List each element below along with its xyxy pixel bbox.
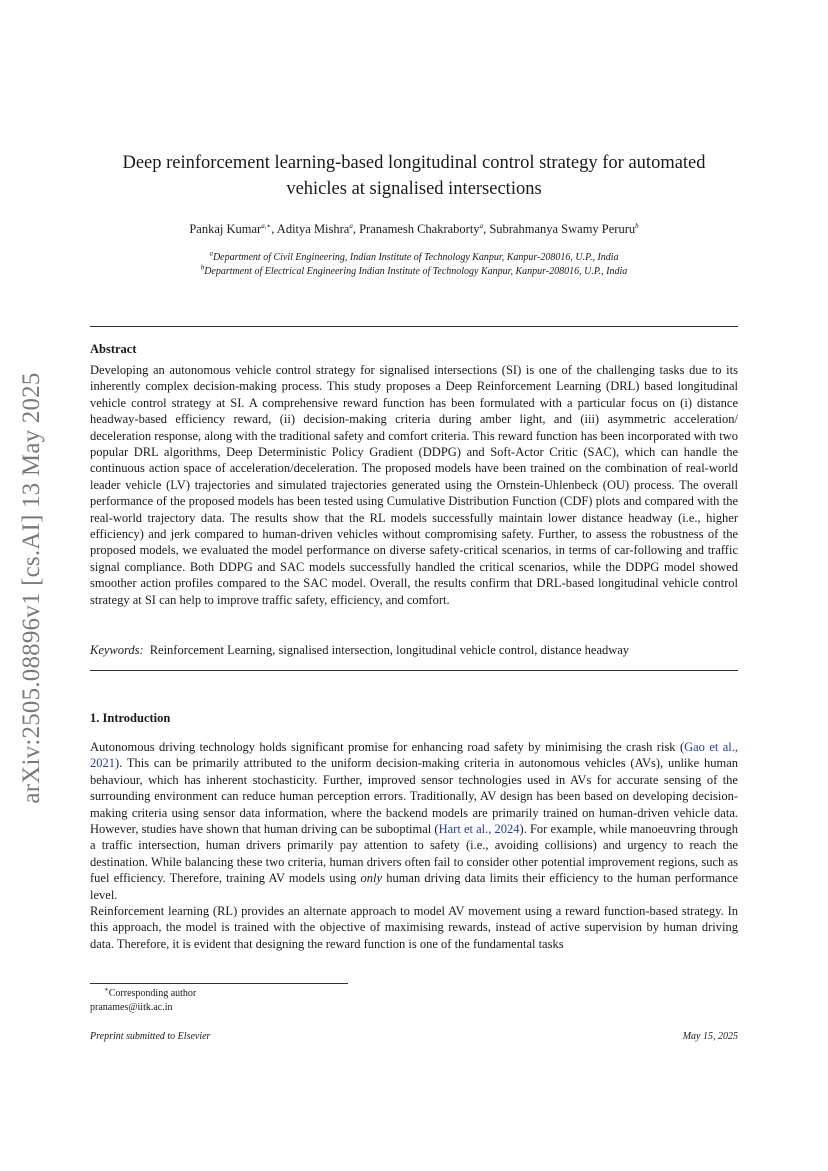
abstract-heading: Abstract [90,342,137,356]
intro-text: ). For example, while manoeuvring through a traffic intersection, human drivers primarily pay attention to safety (i.e., avoiding collisions) and urgency to reach the destination. While balancing these two criteria, human drivers often fail to consider other potential improvement regions, such as fuel efficiency. Therefore, training AV models using [90,822,739,886]
paper-title: Deep reinforcement learning-based longitudinal control strategy for automated vehicles at signalised intersections [122,153,706,199]
citation-link[interactable]: Hart et al., 2024 [438,822,520,837]
introduction-body [90,739,738,952]
abstract-top-rule [90,326,738,327]
intro-text: Autonomous driving technology holds significant promise for enhancing road safety by minimising the crash risk ( [90,740,685,754]
intro-paragraph [90,739,738,903]
author-affil-mark: a [479,221,484,230]
footnote-rule [90,983,348,984]
abstract-body: Developing an autonomous vehicle control strategy for signalised intersections (SI) is one of the challenging tasks due to its inherently complex decision-making process. This study proposes a Deep Reinforcement Learning (DRL) based longitudinal vehicle control strategy at SI. A comprehensive reward function has been formulated with a particular focus on (i) distance headway-based efficiency reward, (ii) decision-making criteria during amber light, and (iii) asymmetric acceleration/ deceleration response, along with the traditional safety and comfort criteria. This reward function has been incorporated with two popular DRL algorithms, Deep Deterministic Policy Gradient (DDPG) and Soft-Actor Critic (SAC), which can handle the continuous action space of acceleration/deceleration. The proposed models have been trained on the combination of real-world leader vehicle (LV) trajectories and simulated trajectories generated using the Ornstein-Uhlenbeck (OU) process. The overall performance of the proposed models has been tested using Cumulative Distribution Function (CDF) plots and compared with the real-world trajectory data. The results show that the RL models successfully maintain lower distance headway (i.e., higher efficiency) and jerk compared to human-driven vehicles without compromising safety. Further, to assess the robustness of the proposed models, we evaluated the model performance on diverse safety-critical scenarios, in terms of car-following and traffic signal compliance. Both DDPG and SAC models successfully handled the critical scenarios, while the DDPG model showed smoother action profiles compared to the SAC model. Overall, the results confirm that DRL-based longitudinal vehicle control strategy at SI can help to improve traffic safety, efficiency, and comfort. [90,363,738,607]
footer-left: Preprint submitted to Elsevier [90,1031,211,1042]
author-list: Pankaj Kumar$^{a,∗}$, Aditya Mishra$^a$, Pranamesh Chakraborty$^a$, Subrahmanya Swamy Peruru$^b$ [189,221,639,236]
author-affil-mark: a [349,221,353,230]
emphasis-text: only [360,871,383,886]
affiliation-mark: a [209,249,213,258]
arxiv-identifier-text: arXiv:2505.08896v1 [cs.AI] 13 May 2025 [18,371,45,804]
author-name: Aditya Mishra [276,222,350,236]
citation-link[interactable]: Gao et al., 2021 [90,740,738,771]
affiliation-line [90,251,738,265]
footnote-mark: ∗ [104,985,109,994]
intro-text: ). This can be primarily attributed to the uniform decision-making criteria in autonomous vehicles (AVs), unlike human behaviour, which has inherent stochasticity. Further, improved sensor technologies used in AVs for accurate sensing of the surrounding environment can reduce human perception errors. Traditionally, AV design has been based on developing decision-making criteria using sensor data information, where the backend models are primarily trained on human-driven vehicle data. However, studies have shown that human driving can be suboptimal ( [90,756,738,837]
keywords-text: Reinforcement Learning, signalised intersection, longitudinal vehicle control, distance headway [149,643,630,657]
footnote-corresponding [90,987,196,1001]
affiliation-line [90,265,738,279]
footnote-email: pranames@iitk.ac.in [90,1002,173,1013]
intro-paragraph: Reinforcement learning (RL) provides an alternate approach to model AV movement using a reward function-based strategy. In this approach, the model is trained with the objective of maximising rewards, instead of active supervision by human driving data. Therefore, it is evident that designing the reward function is one of the fundamental tasks [90,904,738,951]
section-heading-introduction: 1. Introduction [90,711,171,725]
arxiv-identifier [12,340,52,835]
affiliation-text: Department of Civil Engineering, Indian Institute of Technology Kanpur, Kanpur-208016, U.P., India [212,252,619,263]
keywords-line [90,642,738,658]
intro-text: human driving data limits their efficiency to the human performance level. [90,871,738,902]
author-name: Subrahmanya Swamy Peruru [489,222,636,236]
author-name: Pankaj Kumar [189,222,262,236]
footnote-text: Corresponding author [108,988,197,999]
author-name: Pranamesh Chakraborty [359,222,480,236]
abstract-bottom-rule [90,670,738,671]
page-footer [90,1031,738,1042]
affiliations [90,251,738,278]
footnote [90,987,196,1015]
footer-date: May 15, 2025 [682,1031,738,1042]
author-affil-mark: b [635,221,639,230]
affiliation-mark: b [200,263,205,272]
keywords-label: Keywords: [90,643,144,657]
affiliation-text: Department of Electrical Engineering Indian Institute of Technology Kanpur, Kanpur-208016, U.P., India [204,265,628,277]
author-affil-mark: a,∗ [261,221,272,230]
